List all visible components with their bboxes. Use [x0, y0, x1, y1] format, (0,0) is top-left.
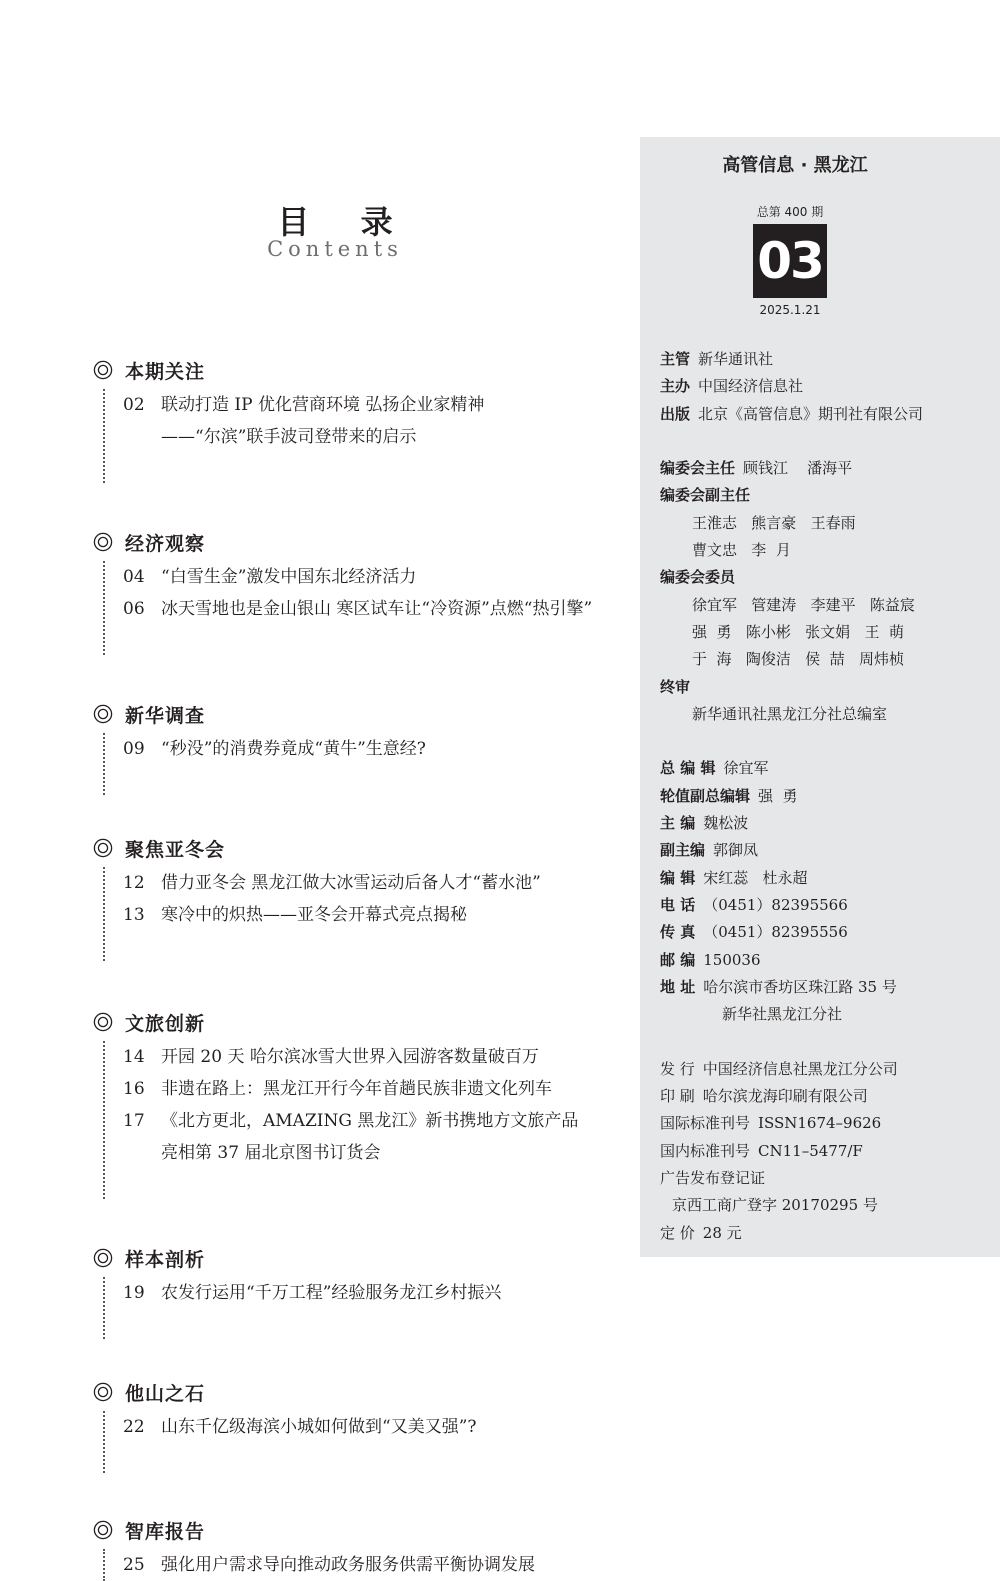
credit-row	[660, 755, 990, 782]
credit-value: 魏松波	[703, 814, 749, 833]
credit-row	[660, 537, 990, 564]
credit-row	[660, 892, 990, 919]
double-circle-icon	[93, 1382, 113, 1402]
credit-value: 中国经济信息社黑龙江分公司	[702, 1059, 898, 1078]
credit-value: 郭御凤	[713, 841, 759, 860]
credit-row	[660, 346, 990, 373]
credit-value: 强 勇	[758, 786, 798, 805]
entry-title: “白雪生金”激发中国东北经济活力	[161, 567, 417, 587]
credit-label: 主 编	[660, 814, 696, 833]
credit-row	[660, 1056, 990, 1083]
credit-label: 总 编 辑	[660, 759, 716, 778]
toc-entry[interactable]	[123, 1137, 638, 1169]
credit-label: 主管	[660, 350, 691, 368]
credit-row	[660, 701, 990, 728]
issue-total: 总第 400 期	[756, 205, 824, 219]
entry-title: 冰天雪地也是金山银山 寒区试车让“冷资源”点燃“热引擎”	[161, 599, 593, 619]
section-entries	[103, 733, 638, 795]
double-circle-icon	[93, 838, 113, 858]
credit-value: 曹文忠 李 月	[692, 541, 791, 560]
section-entries	[103, 389, 638, 483]
section-entries	[103, 1277, 638, 1339]
section-title: 智库报告	[125, 1520, 206, 1543]
credits-spacer	[660, 1028, 990, 1055]
section-title: 聚焦亚冬会	[125, 838, 226, 861]
entry-page-number: 22	[123, 1417, 145, 1437]
credit-row	[660, 1083, 990, 1110]
entry-title: 寒冷中的炽热——亚冬会开幕式亮点揭秘	[161, 905, 467, 925]
double-circle-icon	[93, 360, 113, 380]
entry-title: 开园 20 天 哈尔滨冰雪大世界入园游客数量破百万	[161, 1047, 539, 1067]
toc-title-cn: 目 录	[277, 203, 413, 241]
credit-row	[660, 674, 990, 701]
section-tail	[123, 453, 638, 483]
section-header	[93, 1243, 638, 1273]
section-header	[93, 1007, 638, 1037]
section-entries	[103, 561, 638, 655]
credit-row	[660, 646, 990, 673]
double-circle-icon	[93, 1520, 113, 1540]
double-circle-icon	[93, 1248, 113, 1268]
toc-section	[93, 1515, 638, 1581]
credit-row	[660, 837, 990, 864]
entry-page-number: 25	[123, 1555, 145, 1575]
credit-row	[660, 455, 990, 482]
credit-value: 于 海 陶俊洁 侯 喆 周炜桢	[692, 650, 904, 669]
table-of-contents	[93, 355, 638, 1581]
credit-value: ISSN1674–9626	[758, 1114, 882, 1133]
credit-label: 国内标准刊号	[660, 1141, 751, 1160]
toc-section	[93, 1007, 638, 1199]
section-title: 文旅创新	[125, 1012, 206, 1035]
credit-row	[660, 947, 990, 974]
toc-entry[interactable]	[123, 867, 638, 899]
credit-label: 编委会主任	[660, 459, 736, 478]
toc-entry[interactable]	[123, 733, 638, 765]
credit-label: 国际标准刊号	[660, 1114, 751, 1133]
toc-entry[interactable]	[123, 561, 638, 593]
section-header	[93, 1515, 638, 1545]
credit-value: 新华通讯社	[698, 350, 774, 368]
toc-section	[93, 527, 638, 655]
credit-value: 28 元	[702, 1223, 742, 1242]
toc-entry[interactable]	[123, 1549, 638, 1581]
credit-value: 宋红蕊 杜永超	[703, 868, 808, 887]
section-title: 经济观察	[125, 532, 206, 555]
entry-title: 山东千亿级海滨小城如何做到“又美又强”?	[161, 1417, 477, 1437]
entry-title: “秒没”的消费券竟成“黄牛”生意经?	[161, 739, 426, 759]
entry-title: 非遗在路上：黑龙江开行今年首趟民族非遗文化列车	[161, 1079, 552, 1099]
toc-entry[interactable]	[123, 1277, 638, 1309]
credit-row	[660, 810, 990, 837]
toc-entry[interactable]	[123, 1073, 638, 1105]
credit-label: 地 址	[660, 977, 696, 996]
toc-section	[93, 1243, 638, 1339]
credit-label: 出版	[660, 404, 691, 423]
credit-row	[660, 619, 990, 646]
section-tail	[123, 1169, 638, 1199]
credit-value: 哈尔滨龙海印刷有限公司	[702, 1087, 868, 1106]
toc-entry[interactable]	[123, 899, 638, 931]
credit-row	[660, 783, 990, 810]
masthead-panel	[640, 137, 1000, 1257]
credit-value: 北京《高管信息》期刊社有限公司	[698, 404, 924, 423]
credit-label: 终审	[660, 677, 691, 696]
credit-row	[660, 373, 990, 400]
credit-value: 150036	[703, 950, 761, 969]
section-header	[93, 355, 638, 385]
credit-row	[660, 1165, 990, 1192]
credit-value: 顾钱江 潘海平	[743, 459, 853, 478]
issue-date: 2025.1.21	[759, 303, 821, 317]
credit-label: 编委会副主任	[660, 486, 751, 505]
issue-number: 03	[753, 224, 827, 298]
credit-label: 发 行	[660, 1059, 695, 1078]
entry-title: 借力亚冬会 黑龙江做大冰雪运动后备人才“蓄水池”	[161, 873, 541, 893]
entry-page-number: 14	[123, 1047, 145, 1067]
credit-label: 副主编	[660, 841, 706, 860]
credit-value: 徐宜军 管建涛 李建平 陈益宸	[692, 595, 915, 614]
credit-label: 编委会委员	[660, 568, 736, 587]
credit-label: 广告发布登记证	[660, 1168, 766, 1187]
credit-value: 哈尔滨市香坊区珠江路 35 号	[703, 977, 897, 996]
credits-spacer	[660, 728, 990, 755]
credit-row	[660, 482, 990, 509]
credit-value: 徐宜军	[723, 759, 769, 778]
section-entries	[103, 867, 638, 961]
section-title: 样本剖析	[125, 1248, 206, 1271]
double-circle-icon	[93, 532, 113, 552]
credit-value: 新华社黑龙江分社	[722, 1005, 843, 1024]
toc-entry[interactable]	[123, 593, 638, 625]
magazine-name: 高管信息 · 黑龙江	[722, 155, 868, 176]
credit-row	[660, 1001, 990, 1028]
credit-row	[660, 1138, 990, 1165]
entry-page-number: 13	[123, 905, 145, 925]
section-title: 新华调查	[125, 704, 206, 727]
entry-page-number: 12	[123, 873, 145, 893]
entry-page-number: 16	[123, 1079, 145, 1099]
toc-section	[93, 1377, 638, 1473]
credit-row	[660, 1192, 990, 1219]
credit-label: 编 辑	[660, 868, 696, 887]
toc-entry[interactable]	[123, 1041, 638, 1073]
toc-title-en: Contents	[267, 237, 403, 261]
section-header	[93, 1377, 638, 1407]
credit-row	[660, 919, 990, 946]
credit-row	[660, 974, 990, 1001]
credit-value: 王淮志 熊言豪 王春雨	[692, 513, 856, 532]
toc-entry[interactable]	[123, 421, 638, 453]
entry-title: 亮相第 37 届北京图书订货会	[161, 1143, 381, 1163]
entry-page-number: 09	[123, 739, 145, 759]
entry-page-number: 19	[123, 1283, 145, 1303]
entry-page-number: 04	[123, 567, 145, 587]
double-circle-icon	[93, 704, 113, 724]
toc-section	[93, 833, 638, 961]
section-entries	[103, 1041, 638, 1199]
credits-spacer	[660, 428, 990, 455]
section-tail	[123, 1443, 638, 1473]
section-tail	[123, 765, 638, 795]
section-title: 本期关注	[125, 360, 206, 383]
credit-value: CN11–5477/F	[758, 1141, 863, 1160]
credit-value: （0451）82395566	[703, 895, 848, 914]
toc-section	[93, 355, 638, 483]
credit-label: 邮 编	[660, 950, 696, 969]
entry-title: 联动打造 IP 优化营商环境 弘扬企业家精神	[161, 395, 485, 415]
credits-list	[660, 346, 990, 1247]
entry-title: ——“尔滨”联手波司登带来的启示	[161, 427, 417, 447]
toc-entry[interactable]	[123, 1411, 638, 1443]
toc-heading	[250, 200, 420, 260]
toc-entry[interactable]	[123, 389, 638, 421]
entry-title: 农发行运用“千万工程”经验服务龙江乡村振兴	[161, 1283, 502, 1303]
section-header	[93, 527, 638, 557]
credit-row	[660, 865, 990, 892]
section-header	[93, 833, 638, 863]
entry-page-number: 17	[123, 1111, 145, 1131]
credit-label: 定 价	[660, 1223, 695, 1242]
entry-title: 强化用户需求导向推动政务服务供需平衡协调发展	[161, 1555, 535, 1575]
credit-value: 京西工商广登字 20170295 号	[672, 1196, 878, 1215]
credit-row	[660, 564, 990, 591]
entry-title: 《北方更北，AMAZING 黑龙江》新书携地方文旅产品	[161, 1111, 579, 1131]
credit-label: 轮值副总编辑	[660, 786, 751, 805]
double-circle-icon	[93, 1012, 113, 1032]
section-tail	[123, 931, 638, 961]
credit-row	[660, 510, 990, 537]
section-entries	[103, 1549, 638, 1581]
credit-label: 电 话	[660, 895, 696, 914]
credit-label: 传 真	[660, 923, 696, 942]
toc-entry[interactable]	[123, 1105, 638, 1137]
section-entries	[103, 1411, 638, 1473]
credit-value: （0451）82395556	[703, 923, 848, 942]
credit-row	[660, 1110, 990, 1137]
credit-row	[660, 401, 990, 428]
credit-row	[660, 1220, 990, 1247]
toc-section	[93, 699, 638, 795]
credit-label: 印 刷	[660, 1087, 695, 1106]
section-tail	[123, 625, 638, 655]
section-title: 他山之石	[125, 1382, 206, 1405]
section-header	[93, 699, 638, 729]
credit-label: 主办	[660, 377, 691, 396]
credit-row	[660, 592, 990, 619]
section-tail	[123, 1309, 638, 1339]
entry-page-number: 02	[123, 395, 145, 415]
credit-value: 新华通讯社黑龙江分社总编室	[692, 704, 888, 723]
entry-page-number: 06	[123, 599, 145, 619]
credit-value: 强 勇 陈小彬 张文娟 王 萌	[692, 622, 904, 641]
credit-value: 中国经济信息社	[698, 377, 804, 396]
